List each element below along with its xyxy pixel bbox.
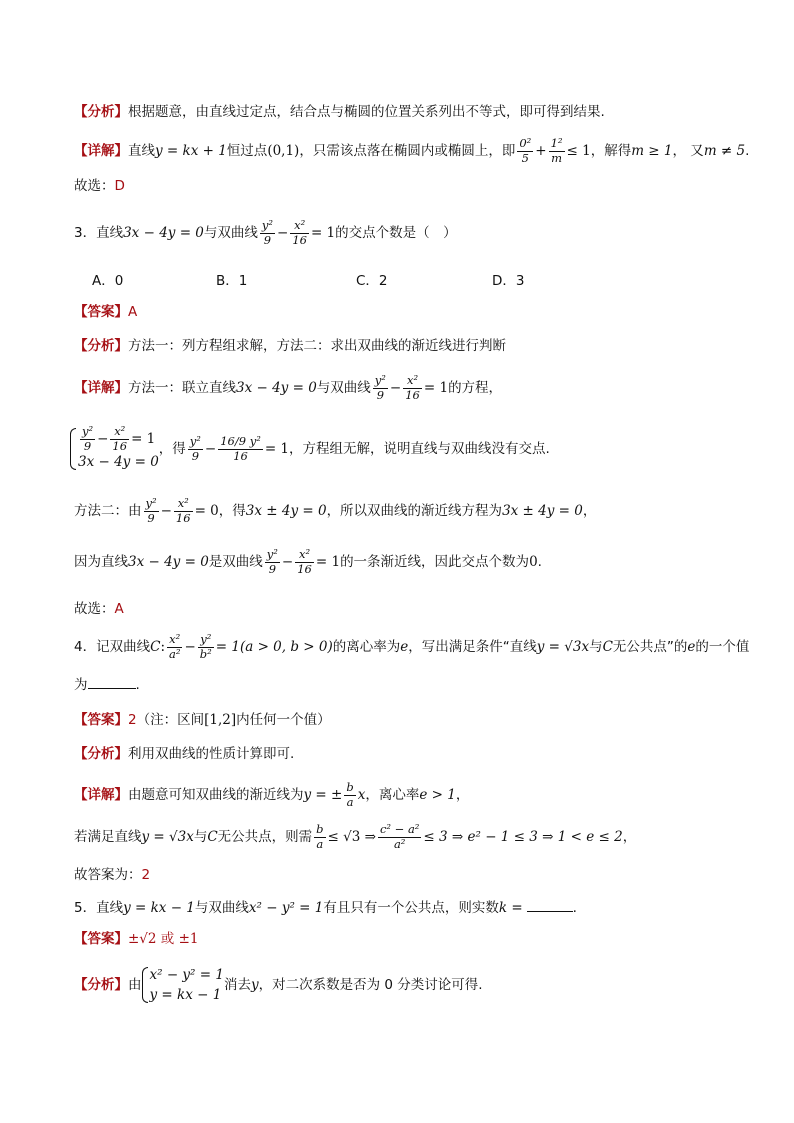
- q3-choice: A: [114, 601, 124, 617]
- q5-analysis-line: 【分析】由 x² − y² = 1 y = kx − 1 消去y，对二次系数是否为 0 分类讨论可得.: [74, 967, 483, 1003]
- q3-answer: A: [128, 304, 138, 320]
- fraction: $\frac{\text{x²}}{16}$: [175, 496, 191, 525]
- analysis-tag: 【分析】: [74, 104, 128, 120]
- fraction: $\frac{\text{1²}}{m}$: [550, 136, 563, 165]
- equation-system: $\frac{\text{y²}}{9}$ − $\frac{\text{x²}}{16}$ = 1 3x − 4y = 0: [70, 426, 159, 472]
- fraction: $\frac{\text{x²}}{16}$: [405, 373, 420, 402]
- q3-choice-line: 故选：A: [74, 601, 124, 617]
- fraction: $\frac{\text{y²}}{9}$: [374, 373, 386, 402]
- answer-blank: [88, 676, 136, 689]
- q4-analysis-line: 【分析】利用双曲线的性质计算即可.: [74, 746, 295, 762]
- q4-stem-line2: 为 .: [74, 677, 140, 693]
- option-b: B．1: [216, 273, 248, 289]
- prev-choice-line: 故选：D: [74, 178, 125, 194]
- answer-blank: [527, 899, 573, 912]
- option-a: A．0: [92, 273, 124, 289]
- q3-method2-conclusion: 因为直线3x − 4y = 0是双曲线 $\frac{\text{y²}}{9}$ − $\frac{\text{x²}}{16}$ = 1的一条渐近线，因此交点个数为0.: [74, 547, 542, 576]
- q3-stem: 3．直线3x − 4y = 0与双曲线 $\frac{\text{y²}}{9}$ − $\frac{\text{x²}}{16}$ = 1的交点个数是（ ）: [74, 218, 457, 247]
- q3-analysis-line: 【分析】方法一：列方程组求解，方法二：求出双曲线的渐近线进行判断: [74, 338, 506, 354]
- fraction: $\frac{\text{x²}}{16}$: [292, 218, 307, 247]
- q4-answer: 2: [128, 712, 137, 728]
- q3-system-line: $\frac{\text{y²}}{9}$ − $\frac{\text{x²}}{16}$ = 1 3x − 4y = 0 ，得 $\frac{\text{y²}}{9}$ − $\frac{\text{16/9 y²}}{16}$ = 1，方程组无解，说明直线与双曲线没有交点.: [70, 426, 550, 472]
- fraction: $\frac{\text{y²}}{9}$: [189, 434, 201, 463]
- fraction: $\frac{\text{c² − a²}}{\text{a²}}$: [379, 822, 420, 851]
- q3-options: [92, 272, 524, 290]
- fraction: $\frac{b}{a}$: [346, 780, 354, 809]
- q4-answer-line: 【答案】2（注：区间[1,2]内任何一个值）: [74, 712, 331, 728]
- prev-analysis-text: 根据题意，由直线过定点，结合点与椭圆的位置关系列出不等式，即可得到结果.: [128, 104, 605, 120]
- q5-stem: 5．直线y = kx − 1与双曲线x² − y² = 1有且只有一个公共点，则实数k = .: [74, 900, 577, 916]
- fraction: $\frac{\text{0²}}{5}$: [519, 136, 532, 165]
- fraction: $\frac{\text{x²}}{16}$: [297, 547, 312, 576]
- option-d: D．3: [492, 273, 525, 289]
- fraction: $\frac{\text{y²}}{\text{b²}}$: [199, 632, 212, 661]
- q4-final: 2: [141, 867, 151, 883]
- prev-analysis-line: [74, 103, 605, 121]
- fraction: $\frac{\text{y²}}{9}$: [261, 218, 273, 247]
- fraction: $\frac{\text{y²}}{9}$: [145, 496, 157, 525]
- fraction: $\frac{\text{x²}}{\text{a²}}$: [169, 632, 181, 661]
- detail-tag: 【详解】: [74, 143, 128, 159]
- q3-method2-line: 方法二：由 $\frac{\text{y²}}{9}$ − $\frac{\text{x²}}{16}$ = 0，得3x ± 4y = 0，所以双曲线的渐近线方程为3x ± 4y = 0，: [74, 496, 597, 525]
- q3-answer-line: 【答案】A: [74, 304, 138, 320]
- q4-detail-line: 【详解】由题意可知双曲线的渐近线为y = ± $\frac{b}{a}$ x，离心率e > 1，: [74, 780, 470, 809]
- option-c: C．2: [356, 273, 388, 289]
- q3-detail-line: 【详解】方法一：联立直线3x − 4y = 0与双曲线 $\frac{\text{y²}}{9}$ − $\frac{\text{x²}}{16}$ = 1的方程，: [74, 373, 503, 402]
- fraction: $\frac{\text{y²}}{9}$: [266, 547, 278, 576]
- prev-choice: D: [114, 178, 125, 194]
- q4-condition-line: 若满足直线y = √3x与C无公共点，则需 $\frac{b}{a}$ ≤ √3 ⇒ $\frac{\text{c² − a²}}{\text{a²}}$ ≤ 3 ⇒ e² − 1 ≤ 3 ⇒ 1 < e ≤ 2，: [74, 822, 637, 851]
- q5-answer: ±√2 或 ±1: [128, 931, 199, 947]
- fraction: $\frac{b}{a}$: [316, 822, 324, 851]
- equation-system: x² − y² = 1 y = kx − 1: [142, 965, 224, 1005]
- q4-final-line: 故答案为：2: [74, 867, 151, 883]
- prev-detail-line: 【详解】直线y = kx + 1恒过点(0,1)，只需该点落在椭圆内或椭圆上，即 $\frac{\text{0²}}{5}$ + $\frac{\text{1²}}{m}$ ≤ 1，解得m ≥ 1， 又m ≠ 5.: [74, 136, 750, 165]
- q4-stem: 4．记双曲线C: $\frac{\text{x²}}{\text{a²}}$ − $\frac{\text{y²}}{\text{b²}}$ = 1(a > 0, b > 0)的离心率为e，写出满足条件“直线y = √3x与C无公共点”的e的一个值: [74, 632, 750, 661]
- nested-fraction: $\frac{\text{16/9 y²}}{16}$: [220, 434, 261, 463]
- q5-answer-line: 【答案】±√2 或 ±1: [74, 931, 199, 947]
